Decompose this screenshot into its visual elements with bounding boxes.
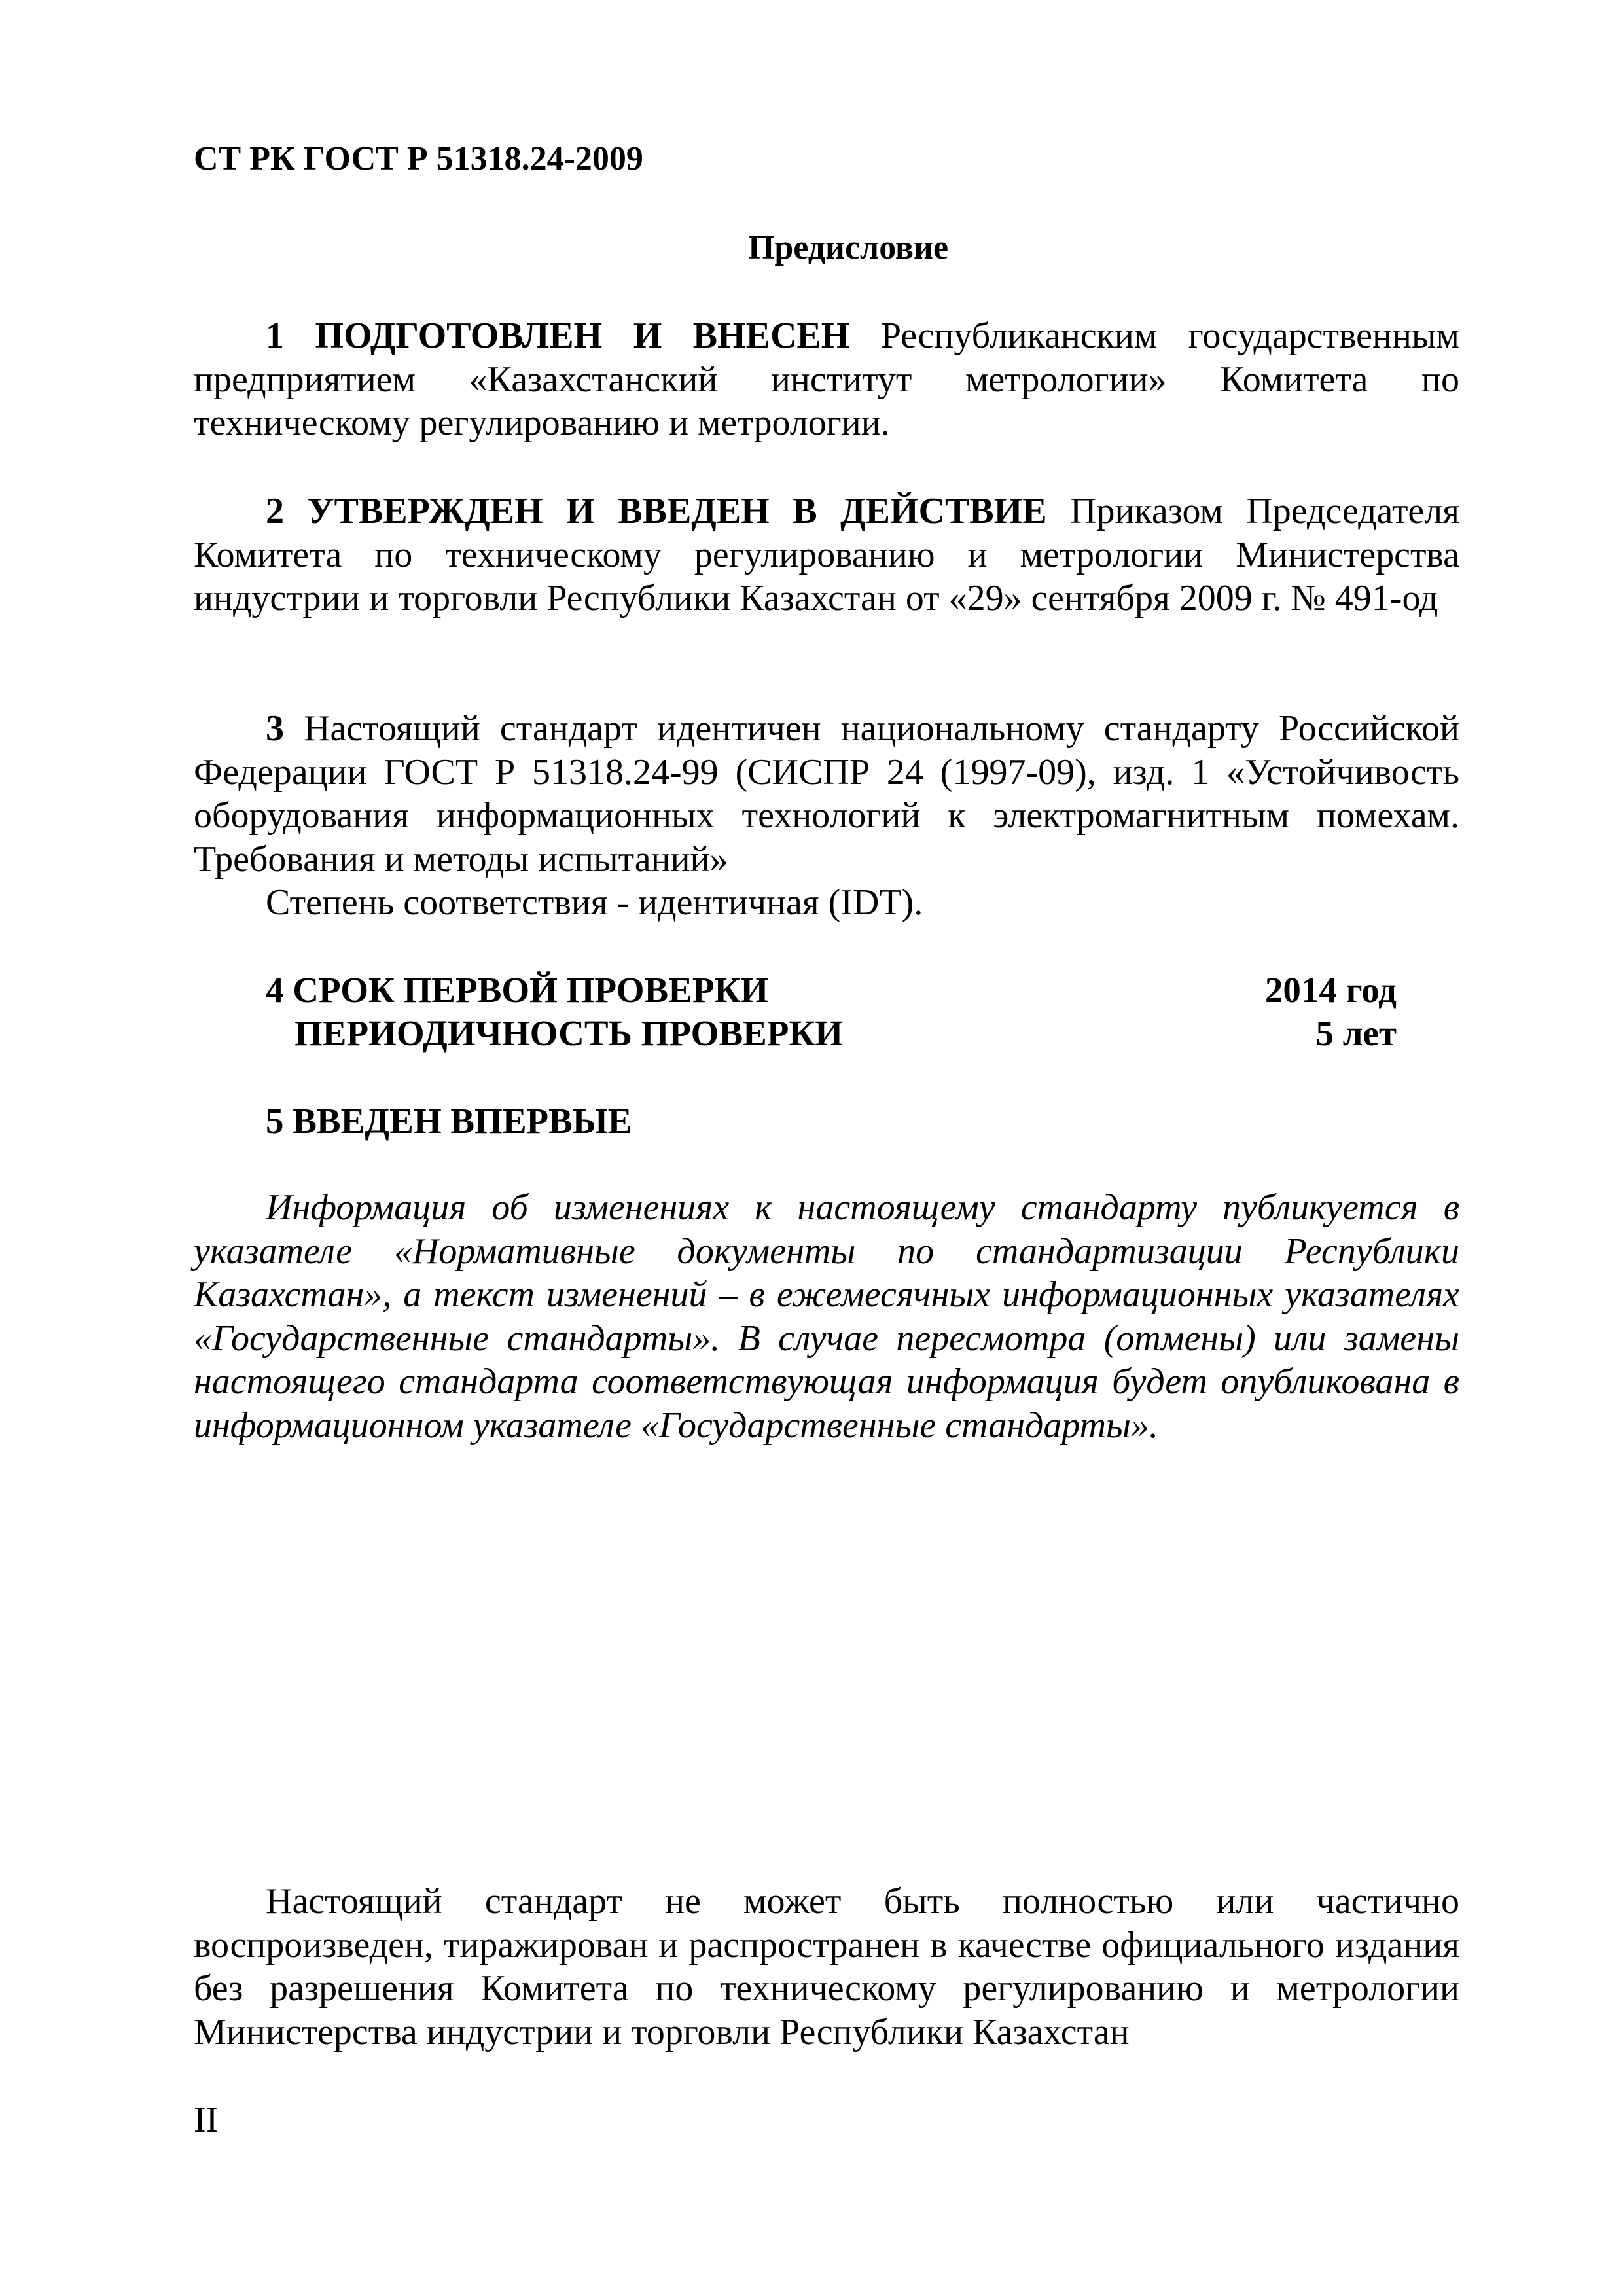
preface-item-1-text: Республиканским государственным предприятием «Казахстанский институт метрологии» Комитета по техническому регулированию и метрологии.: [194, 315, 1459, 443]
amendments-info: Информация об изменениях к настоящему стандарту публикуется в указателе «Нормативные документы по стандартизации Республики Казахстан», а текст изменений – в ежемесячных информационных указателях «Государственные стандарты». В случае пересмотра (отмены) или замены настоящего стандарта соответствующая информация будет опубликована в информационном указателе «Государственные стандарты».: [194, 1187, 1459, 1446]
preface-item-5: 5 ВВЕДЕН ВПЕРВЫЕ: [266, 1101, 632, 1141]
document-code: СТ РК ГОСТ Р 51318.24-2009: [194, 140, 643, 177]
copyright-notice: Настоящий стандарт не может быть полностью или частично воспроизведен, тиражирован и распространен в качестве официального издания без разрешения Комитета по техническому регулированию и метрологии Министерства индустрии и торговли Республики Казахстан: [194, 1881, 1459, 2053]
first-check-label: 4 СРОК ПЕРВОЙ ПРОВЕРКИ: [266, 970, 769, 1010]
preface-item-2-text: Приказом Председателя Комитета по техническому регулированию и метрологии Министерства индустрии и торговли Республики Казахстан от «29» сентября 2009 г. № 491-од: [194, 491, 1459, 619]
preface-item-1-title: 1 ПОДГОТОВЛЕН И ВНЕСЕН: [266, 315, 850, 356]
preface-item-3-number: 3: [266, 708, 284, 749]
preface-item-3: [194, 707, 1459, 881]
compliance-degree: Степень соответствия - идентичная (IDT).: [266, 882, 923, 923]
page-title: Предисловие: [747, 229, 949, 266]
periodicity-label: ПЕРИОДИЧНОСТЬ ПРОВЕРКИ: [294, 1013, 844, 1053]
preface-item-2-title: 2 УТВЕРЖДЕН И ВВЕДЕН В ДЕЙСТВИЕ: [266, 491, 1047, 531]
preface-item-3-text: Настоящий стандарт идентичен национальному стандарту Российской Федерации ГОСТ Р 51318.24-99 (СИСПР 24 (1997-09), изд. 1 «Устойчивость оборудования информационных технологий к электромагнитным помехам. Требования и методы испытаний»: [194, 708, 1459, 880]
preface-item-2: [194, 490, 1459, 620]
preface-item-1: [194, 314, 1459, 445]
periodicity-value: 5 лет: [1315, 1013, 1397, 1053]
page-number: II: [194, 2100, 219, 2140]
first-check-value: 2014 год: [1264, 970, 1397, 1010]
